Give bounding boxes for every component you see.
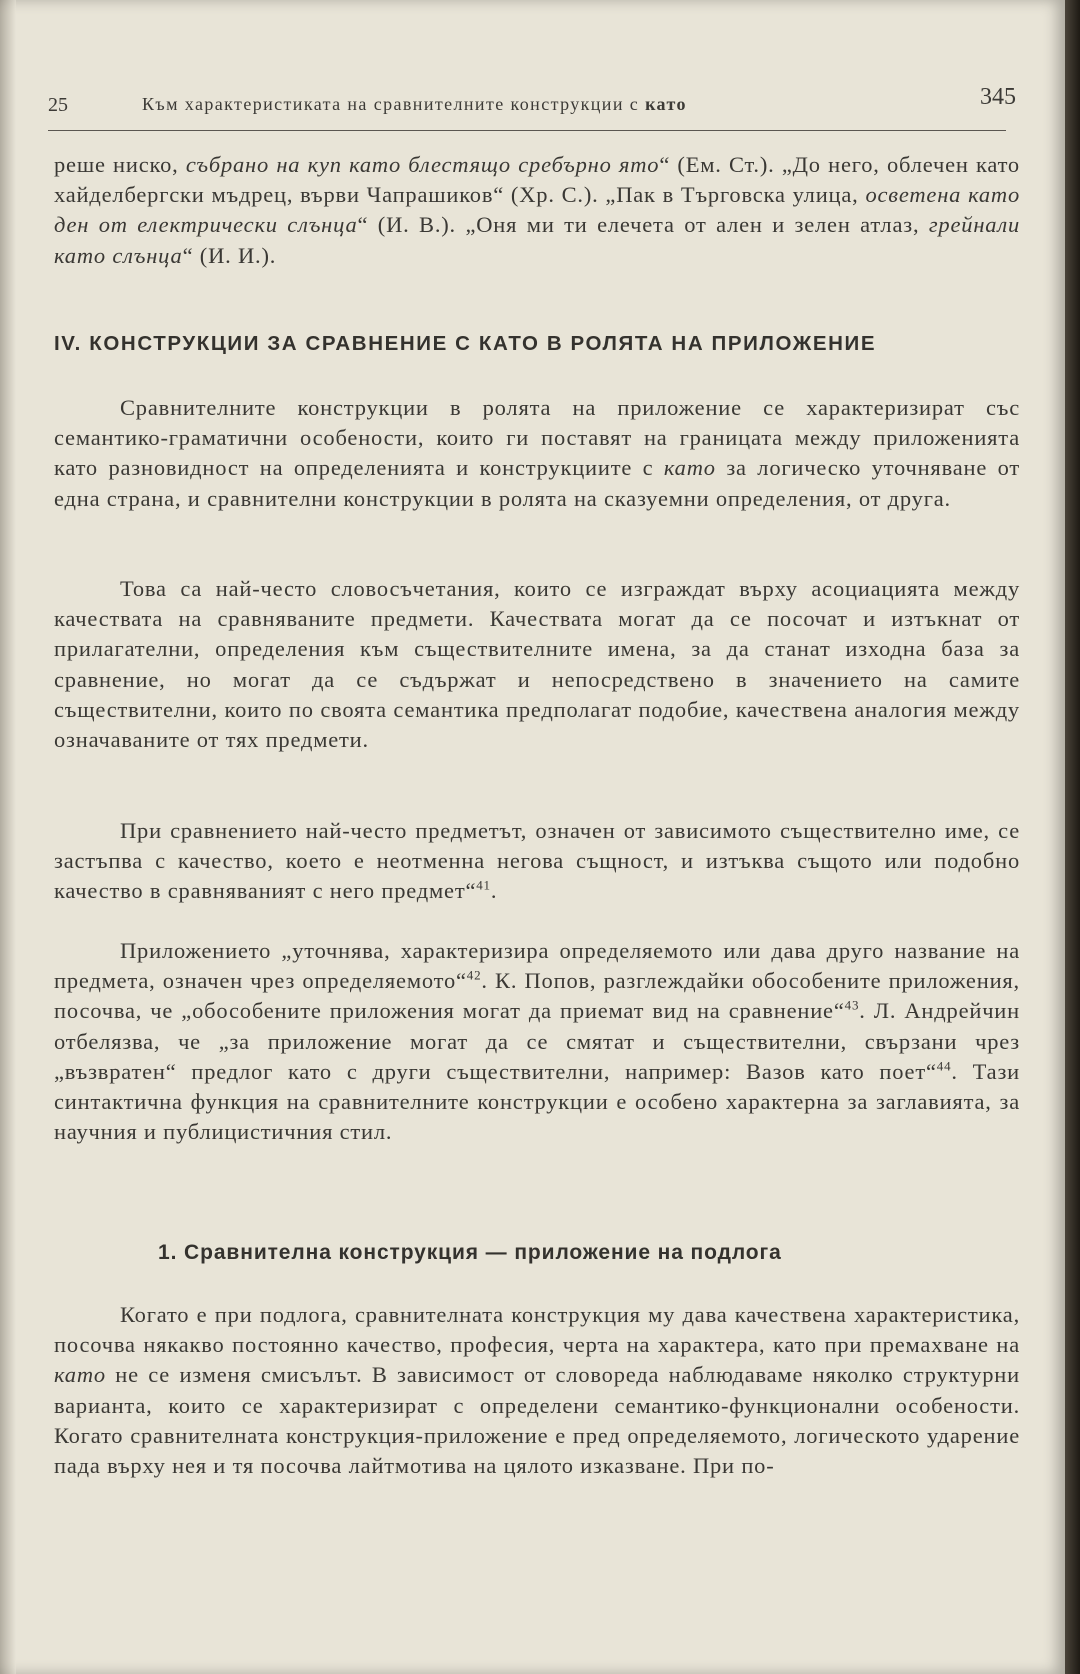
p3-text-b: . <box>490 878 498 904</box>
paragraph-3 <box>54 816 1020 907</box>
page-number-left: 25 <box>48 94 68 116</box>
paragraph-continuation <box>54 150 1020 271</box>
p1-text-c: за логическо уточняване от една страна, и сравнителни конструкции в ролята на сказуемни определения, от друга. <box>54 455 1020 511</box>
p0-italic-d: осветена като ден от електрически слънца <box>54 182 1020 238</box>
running-title <box>142 94 687 115</box>
page-number-right: 345 <box>980 84 1016 110</box>
footnote-ref-43: 43 <box>844 997 860 1013</box>
header-rule <box>48 130 1006 131</box>
page-gutter-shadow <box>0 0 16 1674</box>
paragraph-1 <box>54 393 1020 514</box>
p4-text-c: . Л. Андрейчин отбелязва, че „за приложение могат да се смятат и съществителни, свързани чрез „възвратен“ предлог като с други съществителни, например: Вазов като поет“ <box>54 998 1020 1084</box>
paragraph-4 <box>54 936 1020 1147</box>
p5-text-c: не се изменя смисълът. В зависимост от словореда наблюдаваме няколко структурни варианта, които се характеризират с определени семантико-функционални особености. Когато сравнителната конструкция-приложение е пред определяемото, логическото ударение пада върху нея и тя посочва лайтмотива на цялото изказване. При по- <box>54 1362 1020 1479</box>
p4-text-d: . Тази синтактична функция на сравнителните конструкции е особено характерна за заглавията, за научния и публицистичния стил. <box>54 1058 1020 1145</box>
p0-text-c: “ (Ем. Ст.). „До него, облечен като хайделбергски мъдрец, върви Чапрашиков“ (Хр. С.). „Пак в Търговска улица, <box>54 152 1020 208</box>
running-title-bold: като <box>645 94 687 114</box>
paragraph-5 <box>54 1300 1020 1481</box>
p0-italic-f: грейнали като слънца <box>54 212 1020 268</box>
section-heading: IV. КОНСТРУКЦИИ ЗА СРАВНЕНИЕ С КАТО В РОЛЯТА НА ПРИЛОЖЕНИЕ <box>54 332 877 355</box>
footnote-ref-44: 44 <box>936 1058 952 1074</box>
p0-text-a: реше ниско, <box>54 152 186 177</box>
p4-text-b: . К. Попов, разглеждайки обособените приложения, посочва, че „обособените приложения могат да приемат вид на сравнение“ <box>54 968 1020 1024</box>
p0-text-g: “ (И. И.). <box>182 242 277 268</box>
p4-text-a: Приложението „уточнява, характеризира определяемото или дава друго название на предмета, означен чрез определяемото“ <box>54 938 1020 994</box>
running-title-plain: Към характеристиката на сравнителните конструкции с <box>142 94 646 114</box>
p2-text-a: Това са най-често словосъчетания, които се изграждат върху асоциацията между качествата на сравняваните предмети. Качествата могат да се посочат и изтъкнат от прилагателни, определения към съществителните имена, за да станат изходна база за сравнение, но могат да се съдържат и непосредствено в значението на самите съществителни, които по своята семантика предполагат подобие, качествена аналогия между означаваните от тях предмети. <box>54 576 1020 753</box>
subsection-heading: 1. Сравнителна конструкция — приложение на подлога <box>158 1241 782 1264</box>
p5-text-a: Когато е при подлога, сравнителната конструкция му дава качествена характеристика, посочва някакво постоянно качество, професия, черта на характера, като при премахване на <box>54 1302 1020 1358</box>
scan-background-edge <box>1065 0 1080 1674</box>
paragraph-2 <box>54 574 1020 755</box>
footnote-ref-42: 42 <box>466 967 482 983</box>
footnote-ref-41: 41 <box>476 877 491 893</box>
p5-italic-b: като <box>54 1362 106 1388</box>
p0-text-e: “ (И. В.). „Оня ми ти елечета от ален и зелен атлаз, <box>357 212 929 238</box>
running-header <box>48 84 1016 124</box>
p3-text-a: При сравнението най-често предметът, означен от зависимото съществително име, се застъпва с качество, което е неотменна негова същност, и изтъква същото или подобно качество в сравняваният с него предмет“ <box>54 818 1020 904</box>
p0-italic-b: събрано на куп като блестящо сребърно ято <box>185 152 660 177</box>
p1-italic-b: като <box>663 455 716 481</box>
p1-text-a: Сравнителните конструкции в ролята на приложение се характеризират със семантико-граматични особености, които ги поставят на границата между приложенията като разновидност на определенията и конструкциите с <box>54 395 1020 481</box>
